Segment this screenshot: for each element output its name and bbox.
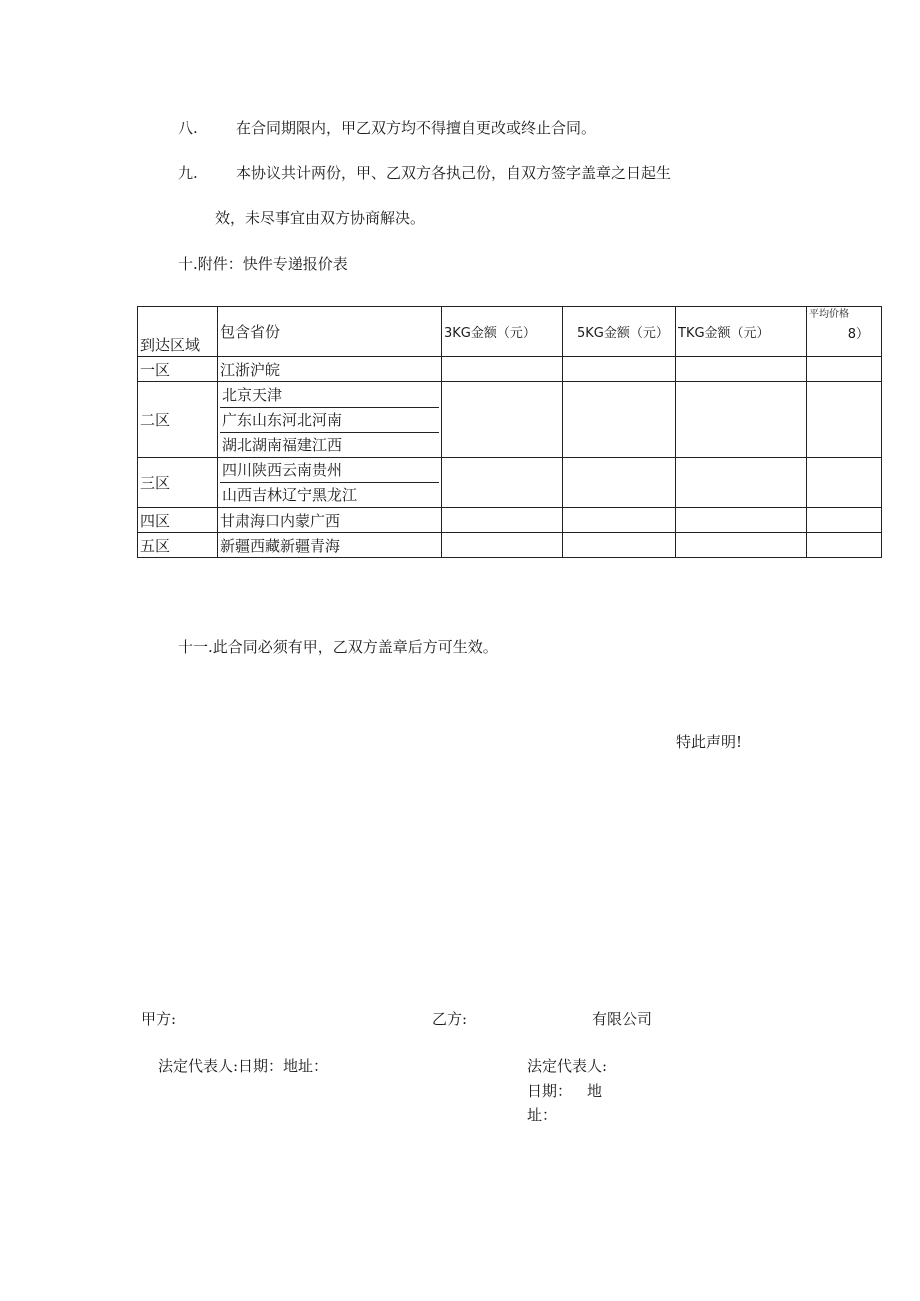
declaration: 特此声明! <box>676 733 743 751</box>
region-cell: 一区 <box>138 357 218 382</box>
table-row <box>138 458 882 508</box>
province-item: 山西吉林辽宁黑龙江 <box>222 486 358 504</box>
party-a-fields: 法定代表人:日期：地址： <box>158 1057 329 1075</box>
clause-10-attachment: 十.附件：快件专递报价表 <box>178 255 348 273</box>
header-tkg-amount: TKG金额（元） <box>676 307 807 357</box>
header-average-price <box>807 307 882 357</box>
party-a-label: 甲方: <box>141 1010 177 1028</box>
price-5kg-cell <box>563 382 676 458</box>
clause-9-text: 本协议共计两份，甲、乙双方各执己份，自双方签字盖章之日起生 <box>236 164 672 182</box>
price-tkg-cell <box>676 458 807 508</box>
price-average-cell <box>807 533 882 558</box>
region-cell: 四区 <box>138 508 218 533</box>
price-3kg-cell <box>442 458 563 508</box>
clause-8 <box>178 117 198 138</box>
price-5kg-cell <box>563 533 676 558</box>
price-5kg-cell <box>563 508 676 533</box>
price-tkg-cell <box>676 382 807 458</box>
price-3kg-cell <box>442 357 563 382</box>
province-item: 广东山东河北河南 <box>220 408 439 433</box>
table-row <box>138 533 882 558</box>
header-provinces: 包含省份 <box>218 307 442 357</box>
header-5kg-amount: 5KG金额（元） <box>563 307 676 357</box>
clause-9-text-continued: 效，未尽事宜由双方协商解决。 <box>215 209 426 227</box>
region-cell: 三区 <box>138 458 218 508</box>
table-row <box>138 508 882 533</box>
province-item: 四川陕西云南贵州 <box>220 458 439 483</box>
table-row <box>138 382 882 458</box>
clause-9-number: 九. <box>178 164 198 182</box>
price-average-cell <box>807 357 882 382</box>
province-cell: 新疆西藏新疆青海 <box>218 533 442 558</box>
province-cell: 甘肃海口内蒙广西 <box>218 508 442 533</box>
clause-11-text: 十一.此合同必须有甲，乙双方盖章后方可生效。 <box>178 638 498 656</box>
price-tkg-cell <box>676 357 807 382</box>
table-row <box>138 357 882 382</box>
party-b-company: 有限公司 <box>592 1010 653 1028</box>
price-3kg-cell <box>442 382 563 458</box>
price-5kg-cell <box>563 458 676 508</box>
header-average-price-note: 8） <box>847 327 869 342</box>
price-tkg-cell <box>676 533 807 558</box>
price-3kg-cell <box>442 508 563 533</box>
province-item: 北京天津 <box>220 383 439 408</box>
express-quote-table <box>137 306 882 558</box>
region-cell: 五区 <box>138 533 218 558</box>
party-b-address-label-cont: 址： <box>527 1106 558 1124</box>
province-cell: 江浙沪皖 <box>218 357 442 382</box>
header-3kg-amount: 3KG金额（元） <box>442 307 563 357</box>
price-average-cell <box>807 382 882 458</box>
clause-9 <box>178 162 198 183</box>
province-item: 湖北湖南福建江西 <box>222 435 343 454</box>
party-b-date: 日期： <box>527 1082 573 1100</box>
price-average-cell <box>807 508 882 533</box>
province-cell-group <box>218 382 442 458</box>
clause-8-text: 在合同期限内，甲乙双方均不得擅自更改或终止合同。 <box>236 119 597 137</box>
party-b-address-label: 地 <box>587 1082 603 1100</box>
price-average-cell <box>807 458 882 508</box>
header-average-price-label: 平均价格 <box>809 309 849 320</box>
price-3kg-cell <box>442 533 563 558</box>
table-header-row <box>138 307 882 357</box>
clause-8-number: 八. <box>178 119 198 137</box>
party-b-representative: 法定代表人: <box>527 1057 608 1075</box>
province-cell-group <box>218 458 442 508</box>
region-cell: 二区 <box>138 382 218 458</box>
party-b-label: 乙方: <box>432 1010 468 1028</box>
price-5kg-cell <box>563 357 676 382</box>
header-region: 到达区域 <box>138 307 218 357</box>
price-tkg-cell <box>676 508 807 533</box>
